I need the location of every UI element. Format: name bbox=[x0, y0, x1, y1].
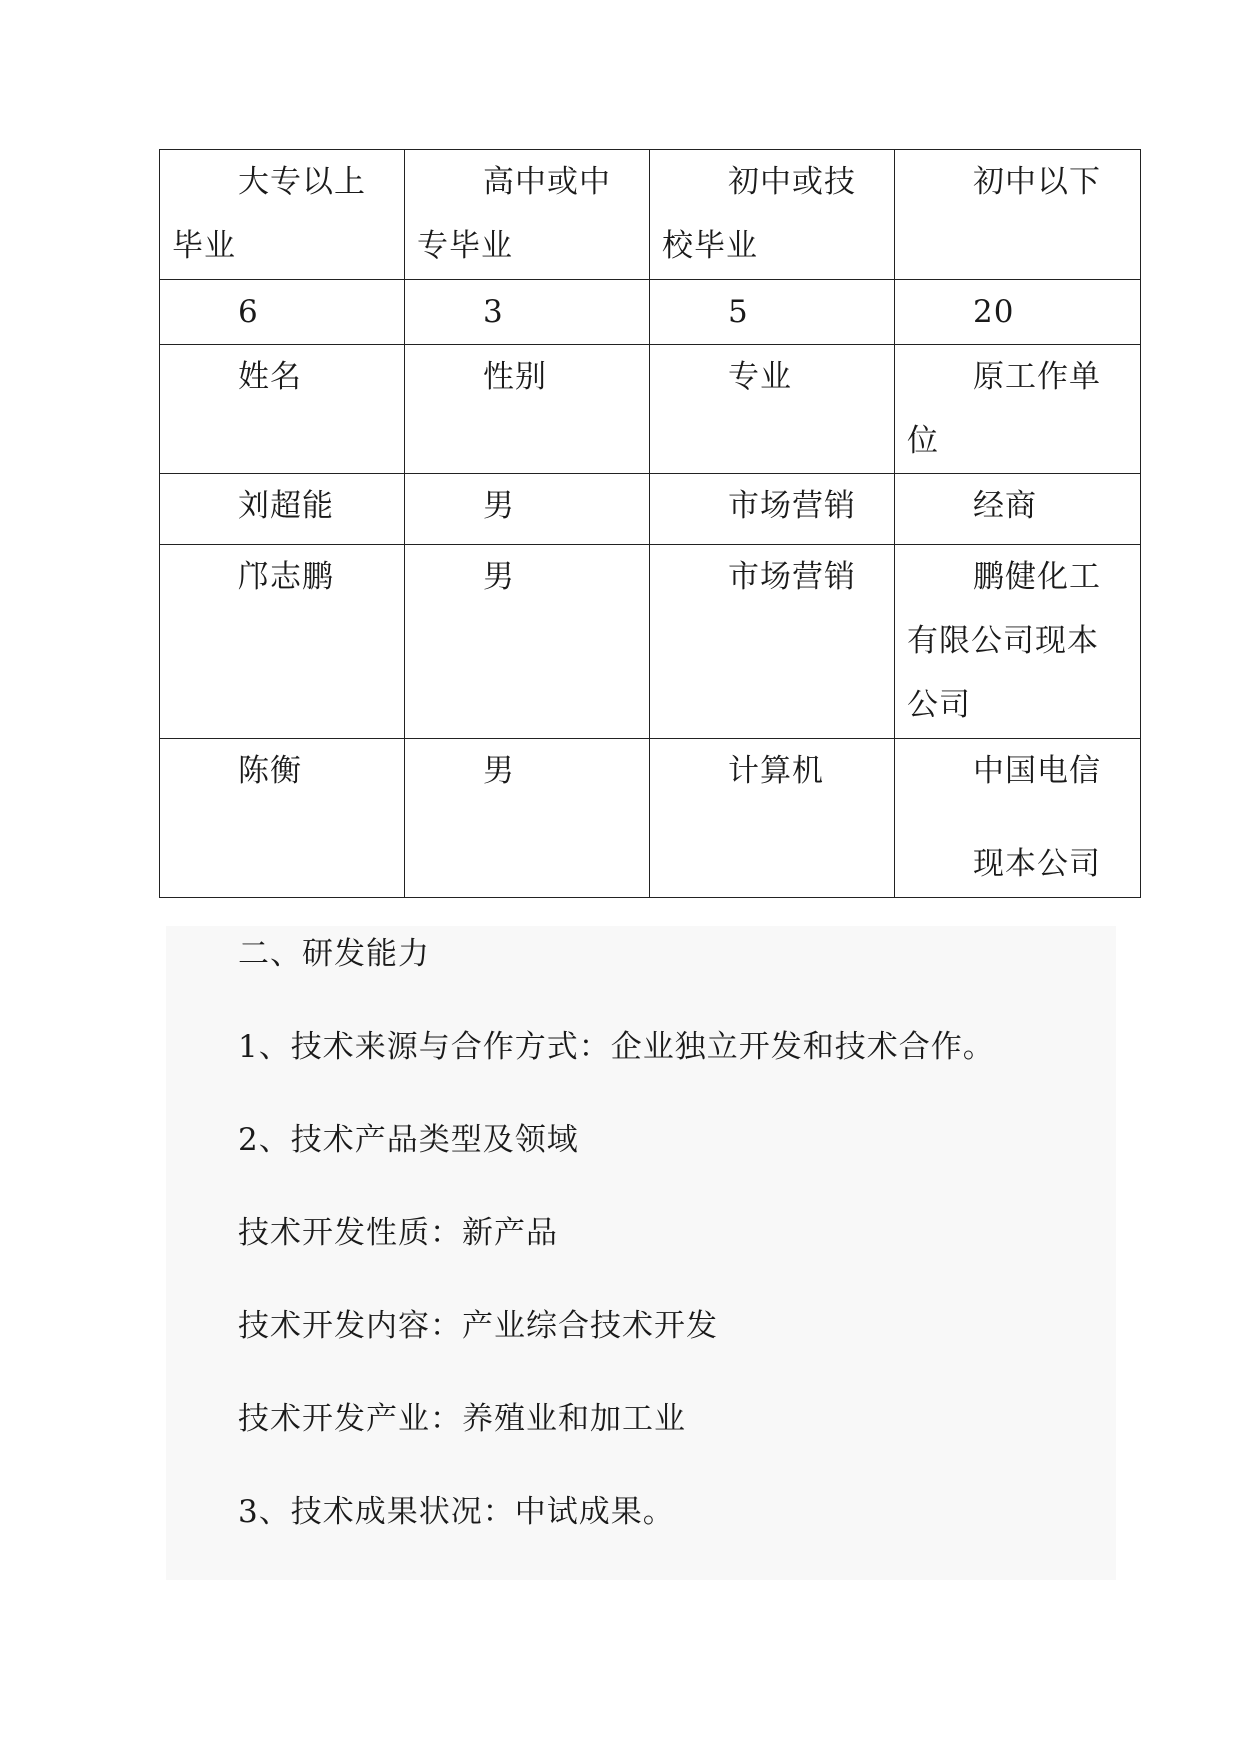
table-row bbox=[160, 280, 1141, 345]
table-row bbox=[160, 545, 1141, 739]
section-heading: 二、研发能力 bbox=[238, 936, 430, 972]
table-cell: 市场营销 bbox=[650, 474, 895, 545]
cell-line: 现本公司 bbox=[973, 846, 1101, 882]
table-cell: 鹏健化工有限公司现本公司 bbox=[895, 545, 1141, 739]
cell-line: 中国电信 bbox=[973, 753, 1101, 789]
table-cell: 男 bbox=[405, 545, 650, 739]
table-row bbox=[160, 345, 1141, 474]
table-row bbox=[160, 739, 1141, 898]
table-cell: 邝志鹏 bbox=[160, 545, 405, 739]
table-cell: 市场营销 bbox=[650, 545, 895, 739]
table-cell: 高中或中专毕业 bbox=[405, 150, 650, 280]
item-dev-nature: 技术开发性质：新产品 bbox=[238, 1215, 558, 1251]
table-cell: 男 bbox=[405, 739, 650, 898]
item-tech-source: 1、技术来源与合作方式：企业独立开发和技术合作。 bbox=[238, 1029, 995, 1065]
table-cell: 经商 bbox=[895, 474, 1141, 545]
table-cell: 姓名 bbox=[160, 345, 405, 474]
table-cell bbox=[895, 739, 1141, 898]
table-cell: 男 bbox=[405, 474, 650, 545]
item-tech-results: 3、技术成果状况：中试成果。 bbox=[238, 1494, 675, 1530]
table-cell: 专业 bbox=[650, 345, 895, 474]
item-dev-content: 技术开发内容：产业综合技术开发 bbox=[238, 1308, 718, 1344]
table-cell: 大专以上毕业 bbox=[160, 150, 405, 280]
table-cell: 刘超能 bbox=[160, 474, 405, 545]
rd-capability-section bbox=[166, 926, 1116, 1580]
table-cell: 初中以下 bbox=[895, 150, 1141, 280]
table-cell: 陈衡 bbox=[160, 739, 405, 898]
item-product-type: 2、技术产品类型及领域 bbox=[238, 1122, 579, 1158]
table-row bbox=[160, 150, 1141, 280]
staff-education-table bbox=[159, 149, 1141, 898]
staff-table-container bbox=[159, 149, 1140, 898]
table-cell: 20 bbox=[895, 280, 1141, 345]
table-cell: 初中或技校毕业 bbox=[650, 150, 895, 280]
table-cell: 3 bbox=[405, 280, 650, 345]
item-dev-industry: 技术开发产业：养殖业和加工业 bbox=[238, 1401, 686, 1437]
table-cell: 原工作单位 bbox=[895, 345, 1141, 474]
table-cell: 性别 bbox=[405, 345, 650, 474]
table-cell: 6 bbox=[160, 280, 405, 345]
table-row bbox=[160, 474, 1141, 545]
table-cell: 5 bbox=[650, 280, 895, 345]
table-cell: 计算机 bbox=[650, 739, 895, 898]
